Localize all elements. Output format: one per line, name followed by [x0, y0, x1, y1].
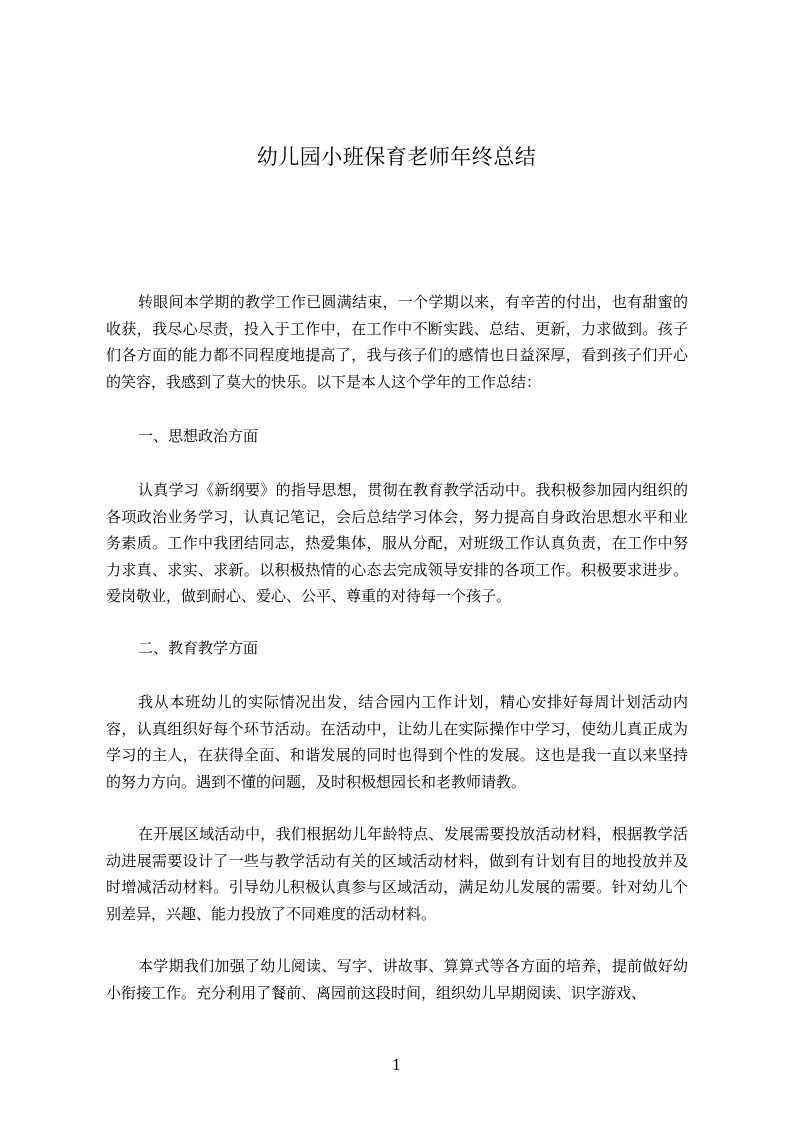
- section-paragraph-education-2: 在开展区域活动中，我们根据幼儿年龄特点、发展需要投放活动材料，根据教学活动进展需要设计了一些与教学活动有关的区域活动材料，做到有计划有目的地投放并及时增减活动材料。引导幼儿积极认真参与区域活动，满足幼儿发展的需要。针对幼儿个别差异，兴趣、能力投放了不同难度的活动材料。: [106, 825, 688, 923]
- intro-paragraph: 转眼间本学期的教学工作已圆满结束，一个学期以来，有辛苦的付出，也有甜蜜的收获，我尽心尽责，投入于工作中，在工作中不断实践、总结、更新，力求做到。孩子们各方面的能力都不同程度地提高了，我与孩子们的感情也日益深厚，看到孩子们开心的笑容，我感到了莫大的快乐。以下是本人这个学年的工作总结：: [106, 293, 688, 391]
- section-paragraph-education-3: 本学期我们加强了幼儿阅读、写字、讲故事、算算式等各方面的培养，提前做好幼小衔接工作。充分利用了餐前、离园前这段时间，组织幼儿早期阅读、识字游戏、: [106, 957, 688, 1002]
- section-paragraph-political: 认真学习《新纲要》的指导思想，贯彻在教育教学活动中。我积极参加园内组织的各项政治业务学习，认真记笔记，会后总结学习体会，努力提高自身政治思想水平和业务素质。工作中我团结同志，热爱集体，服从分配，对班级工作认真负责，在工作中努力求真、求实、求新。以积极热情的心态去完成领导安排的各项工作。积极要求进步。爱岗敬业，做到耐心、爱心、公平、尊重的对待每一个孩子。: [106, 481, 688, 605]
- section-heading-education: 二、教育教学方面: [138, 639, 259, 657]
- section-heading-political: 一、思想政治方面: [138, 427, 259, 445]
- section-paragraph-education-1: 我从本班幼儿的实际情况出发，结合园内工作计划，精心安排好每周计划活动内容，认真组织好每个环节活动。在活动中，让幼儿在实际操作中学习，使幼儿真正成为学习的主人，在获得全面、和谐发展的同时也得到个性的发展。这也是我一直以来坚持的努力方向。遇到不懂的问题，及时积极想园长和老教师请教。: [106, 693, 688, 791]
- page-number: 1: [391, 1056, 402, 1074]
- document-title: 幼儿园小班保育老师年终总结: [256, 145, 537, 169]
